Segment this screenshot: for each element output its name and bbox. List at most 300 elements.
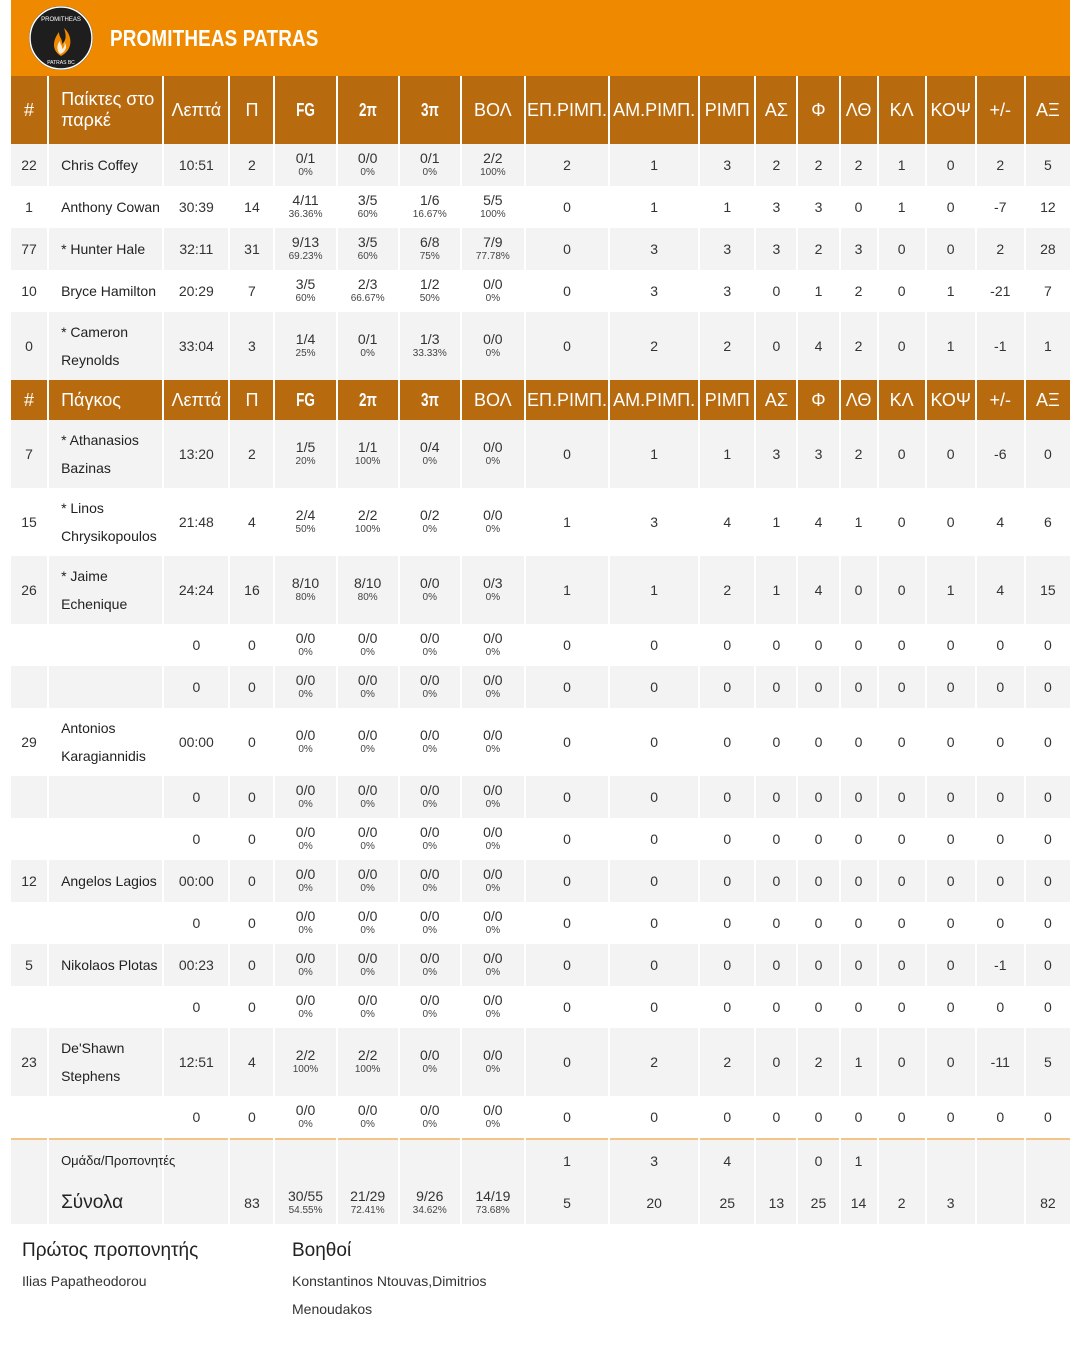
player-oreb: 0 <box>526 270 608 312</box>
player-row <box>11 944 1070 986</box>
shot-made-attempted: 9/13 <box>291 233 320 250</box>
player-efficiency: 5 <box>1026 144 1070 186</box>
totals-blk: 3 <box>927 1182 975 1224</box>
column-header: ΑΣ <box>756 76 796 144</box>
shot-percentage: 60% <box>295 292 316 304</box>
player-turnovers: 0 <box>841 1096 877 1138</box>
player-3p <box>400 708 460 776</box>
head-coach-name: Ilias Papatheodorou <box>22 1273 147 1289</box>
player-turnovers: 1 <box>841 1028 877 1096</box>
shot-percentage: 0% <box>360 882 375 894</box>
player-ast: 3 <box>756 420 796 488</box>
player-blocks: 0 <box>927 1096 975 1138</box>
player-name[interactable]: Antonios Karagiannidis <box>49 708 162 776</box>
player-efficiency: 28 <box>1026 228 1070 270</box>
player-turnovers: 0 <box>841 944 877 986</box>
player-ft <box>462 270 524 312</box>
player-name[interactable]: * Linos Chrysikopoulos <box>49 488 162 556</box>
shot-made-attempted: 0/0 <box>295 949 316 966</box>
player-row <box>11 776 1070 818</box>
shot-percentage: 0% <box>422 523 437 535</box>
player-oreb: 0 <box>526 312 608 380</box>
bench-body <box>11 420 1070 1138</box>
player-reb: 1 <box>700 186 754 228</box>
player-ft <box>462 228 524 270</box>
player-number <box>11 776 47 818</box>
shot-made-attempted: 5/5 <box>483 191 503 208</box>
player-points: 4 <box>230 488 273 556</box>
shot-percentage: 0% <box>360 798 375 810</box>
player-2p <box>338 228 398 270</box>
shot-percentage: 0% <box>298 1118 313 1130</box>
player-blocks: 0 <box>927 986 975 1028</box>
shot-percentage: 0% <box>360 688 375 700</box>
player-3p <box>400 556 460 624</box>
player-minutes: 21:48 <box>164 488 228 556</box>
shot-percentage: 33.33% <box>412 347 447 359</box>
shot-made-attempted: 0/0 <box>295 726 316 743</box>
column-header <box>275 76 335 144</box>
player-name[interactable] <box>49 818 162 860</box>
shot-percentage: 60% <box>357 250 378 262</box>
shot-made-attempted: 0/0 <box>295 907 316 924</box>
player-2p <box>338 144 398 186</box>
shot-percentage: 100% <box>354 1063 381 1075</box>
player-dreb: 1 <box>610 186 698 228</box>
player-ft <box>462 556 524 624</box>
player-minutes: 0 <box>164 902 228 944</box>
player-oreb: 0 <box>526 228 608 270</box>
player-dreb: 0 <box>610 860 698 902</box>
player-3p <box>400 818 460 860</box>
column-header-label: 2π <box>358 99 377 120</box>
player-blocks: 0 <box>927 186 975 228</box>
shot-percentage: 66.67% <box>350 292 385 304</box>
player-name[interactable]: Nikolaos Plotas <box>49 944 162 986</box>
player-name[interactable] <box>49 986 162 1028</box>
shot-percentage: 0% <box>485 924 501 936</box>
player-steals: 0 <box>879 902 925 944</box>
player-efficiency: 0 <box>1026 420 1070 488</box>
player-row <box>11 860 1070 902</box>
column-header: # <box>11 76 47 144</box>
player-efficiency: 0 <box>1026 818 1070 860</box>
player-blocks: 0 <box>927 776 975 818</box>
player-efficiency: 5 <box>1026 1028 1070 1096</box>
player-name[interactable]: Chris Coffey <box>49 144 162 186</box>
column-header-label: 3π <box>420 99 439 120</box>
player-fg <box>275 944 335 986</box>
player-oreb: 0 <box>526 776 608 818</box>
player-oreb: 0 <box>526 986 608 1028</box>
player-fouls: 2 <box>798 1028 838 1096</box>
player-2p <box>338 556 398 624</box>
player-ft <box>462 312 524 380</box>
player-efficiency: 15 <box>1026 556 1070 624</box>
player-3p <box>400 1096 460 1138</box>
player-name[interactable] <box>49 1096 162 1138</box>
column-header <box>400 76 460 144</box>
shot-made-attempted: 0/0 <box>420 949 440 966</box>
player-plus-minus: -6 <box>977 420 1024 488</box>
player-name[interactable] <box>49 902 162 944</box>
player-name[interactable]: * Athanasios Bazinas <box>49 420 162 488</box>
player-3p <box>400 860 460 902</box>
player-name[interactable] <box>49 624 162 666</box>
logo-text-bottom: PATRAS BC <box>47 60 75 66</box>
shot-made-attempted: 0/0 <box>420 823 440 840</box>
shot-made-attempted: 0/0 <box>483 991 503 1008</box>
shot-percentage: 0% <box>422 743 437 755</box>
player-minutes: 10:51 <box>164 144 228 186</box>
column-header: ΕΠ.ΡΙΜΠ. <box>526 76 608 144</box>
player-oreb: 0 <box>526 944 608 986</box>
player-blocks: 1 <box>927 556 975 624</box>
shot-made-attempted: 0/3 <box>483 574 503 591</box>
column-header: ΑΣ <box>756 380 796 420</box>
player-plus-minus: -7 <box>977 186 1024 228</box>
shot-percentage: 75% <box>419 250 440 262</box>
player-name[interactable]: * Cameron Reynolds <box>49 312 162 380</box>
player-turnovers: 0 <box>841 818 877 860</box>
shot-made-attempted: 0/0 <box>420 907 440 924</box>
column-header: ΑΜ.ΡΙΜΠ. <box>610 76 698 144</box>
shot-percentage: 0% <box>298 924 313 936</box>
shot-made-attempted: 0/0 <box>483 726 503 743</box>
shot-percentage: 0% <box>360 840 375 852</box>
player-ft <box>462 708 524 776</box>
player-reb: 1 <box>700 420 754 488</box>
player-name[interactable]: De'Shawn Stephens <box>49 1028 162 1096</box>
player-points: 3 <box>230 312 273 380</box>
column-header: ΑΜ.ΡΙΜΠ. <box>610 380 698 420</box>
shot-made-attempted: 0/0 <box>483 330 503 347</box>
player-minutes: 0 <box>164 818 228 860</box>
player-oreb: 0 <box>526 666 608 708</box>
player-turnovers: 2 <box>841 420 877 488</box>
player-ast: 3 <box>756 186 796 228</box>
player-points: 0 <box>230 708 273 776</box>
totals-2p: 21/29 72.41% <box>338 1182 398 1224</box>
player-efficiency: 12 <box>1026 186 1070 228</box>
player-points: 2 <box>230 144 273 186</box>
shot-made-attempted: 3/5 <box>357 191 378 208</box>
shot-percentage: 0% <box>298 840 313 852</box>
column-header: ΒΟΛ <box>462 76 524 144</box>
player-plus-minus: 4 <box>977 556 1024 624</box>
shot-made-attempted: 0/0 <box>357 949 378 966</box>
player-ast: 0 <box>756 944 796 986</box>
player-steals: 0 <box>879 708 925 776</box>
shot-made-attempted: 0/0 <box>483 1101 503 1118</box>
player-3p <box>400 228 460 270</box>
player-fg <box>275 144 335 186</box>
shot-percentage: 0% <box>360 1008 375 1020</box>
player-dreb: 0 <box>610 902 698 944</box>
shot-percentage: 0% <box>422 798 437 810</box>
shot-made-attempted: 0/0 <box>483 1046 503 1063</box>
player-efficiency: 0 <box>1026 902 1070 944</box>
shot-made-attempted: 0/0 <box>483 907 503 924</box>
player-fg <box>275 902 335 944</box>
player-name[interactable]: * Jaime Echenique <box>49 556 162 624</box>
shot-percentage: 100% <box>292 1063 319 1075</box>
column-header: ΑΞ <box>1026 380 1070 420</box>
shot-made-attempted: 1/2 <box>420 275 440 292</box>
player-2p <box>338 902 398 944</box>
player-name[interactable]: Bryce Hamilton <box>49 270 162 312</box>
player-row <box>11 270 1070 312</box>
shot-percentage: 80% <box>357 591 378 603</box>
shot-percentage: 0% <box>422 688 437 700</box>
player-3p <box>400 144 460 186</box>
player-fouls: 2 <box>798 228 838 270</box>
player-ast: 0 <box>756 860 796 902</box>
assistant-coaches-line2: Menoudakos <box>292 1301 373 1317</box>
player-dreb: 0 <box>610 818 698 860</box>
player-dreb: 3 <box>610 228 698 270</box>
shot-made-attempted: 0/0 <box>420 781 440 798</box>
player-fg <box>275 860 335 902</box>
player-2p <box>338 666 398 708</box>
player-steals: 1 <box>879 144 925 186</box>
player-steals: 0 <box>879 556 925 624</box>
player-turnovers: 1 <box>841 488 877 556</box>
totals-pf: 25 <box>798 1182 838 1224</box>
player-blocks: 0 <box>927 944 975 986</box>
player-minutes: 32:11 <box>164 228 228 270</box>
column-header: ΡΙΜΠ <box>700 380 754 420</box>
player-row <box>11 144 1070 186</box>
player-3p <box>400 312 460 380</box>
player-name[interactable] <box>49 776 162 818</box>
assistant-coaches-title: Βοηθοί <box>292 1240 352 1261</box>
player-fg <box>275 420 335 488</box>
player-fouls: 3 <box>798 420 838 488</box>
shot-percentage: 0% <box>360 1118 375 1130</box>
shot-made-attempted: 0/0 <box>357 1101 378 1118</box>
player-3p <box>400 624 460 666</box>
column-header: Λεπτά <box>164 380 228 420</box>
column-header-label: 2π <box>358 389 377 410</box>
player-fouls: 0 <box>798 860 838 902</box>
player-reb: 3 <box>700 144 754 186</box>
shot-made-attempted: 0/0 <box>420 865 440 882</box>
player-row <box>11 488 1070 556</box>
shot-percentage: 0% <box>422 646 437 658</box>
shot-made-attempted: 0/1 <box>295 149 316 166</box>
shot-made-attempted: 0/0 <box>420 1101 440 1118</box>
player-fouls: 0 <box>798 708 838 776</box>
shot-percentage: 0% <box>485 591 501 603</box>
player-steals: 0 <box>879 228 925 270</box>
column-header: ΚΟΨ <box>927 380 975 420</box>
player-fouls: 0 <box>798 818 838 860</box>
player-ft <box>462 488 524 556</box>
player-3p <box>400 270 460 312</box>
starters-header-row <box>11 76 1070 144</box>
player-ast: 0 <box>756 986 796 1028</box>
shot-made-attempted: 4/11 <box>292 191 319 208</box>
shot-percentage: 0% <box>422 591 437 603</box>
player-3p <box>400 944 460 986</box>
player-plus-minus: -11 <box>977 1028 1024 1096</box>
player-row <box>11 708 1070 776</box>
column-header: +/- <box>977 380 1024 420</box>
player-3p <box>400 666 460 708</box>
player-ft <box>462 144 524 186</box>
player-2p <box>338 944 398 986</box>
player-blocks: 0 <box>927 902 975 944</box>
shot-made-attempted: 2/2 <box>357 1046 378 1063</box>
player-dreb: 0 <box>610 624 698 666</box>
player-number <box>11 1096 47 1138</box>
shot-percentage: 0% <box>360 646 375 658</box>
team-to: 1 <box>841 1138 877 1182</box>
shot-made-attempted: 0/0 <box>420 574 440 591</box>
column-header: Φ <box>798 76 838 144</box>
shot-made-attempted: 1/6 <box>420 191 440 208</box>
player-2p <box>338 624 398 666</box>
shot-made-attempted: 0/0 <box>295 1101 316 1118</box>
column-header <box>338 380 398 420</box>
shot-percentage: 0% <box>485 1063 501 1075</box>
player-ft <box>462 420 524 488</box>
player-turnovers: 2 <box>841 270 877 312</box>
totals-3p: 9/26 34.62% <box>400 1182 460 1224</box>
shot-made-attempted: 2/2 <box>483 149 503 166</box>
column-header: ΡΙΜΠ <box>700 76 754 144</box>
player-fouls: 0 <box>798 776 838 818</box>
shot-percentage: 0% <box>485 455 501 467</box>
shot-percentage: 0% <box>360 924 375 936</box>
player-fouls: 0 <box>798 944 838 986</box>
shot-percentage: 0% <box>360 743 375 755</box>
column-header: # <box>11 380 47 420</box>
shot-percentage: 36.36% <box>288 208 323 220</box>
player-blocks: 0 <box>927 708 975 776</box>
player-reb: 0 <box>700 666 754 708</box>
player-plus-minus: -21 <box>977 270 1024 312</box>
shot-made-attempted: 8/10 <box>291 574 320 591</box>
column-header: Φ <box>798 380 838 420</box>
player-fouls: 0 <box>798 902 838 944</box>
shot-made-attempted: 0/0 <box>483 438 503 455</box>
player-name[interactable]: Anthony Cowan <box>49 186 162 228</box>
player-row <box>11 420 1070 488</box>
player-blocks: 1 <box>927 270 975 312</box>
summary-body <box>11 1138 1070 1224</box>
player-fouls: 0 <box>798 666 838 708</box>
player-name[interactable] <box>49 666 162 708</box>
player-plus-minus: 0 <box>977 624 1024 666</box>
player-steals: 0 <box>879 944 925 986</box>
player-minutes: 00:00 <box>164 860 228 902</box>
player-number: 10 <box>11 270 47 312</box>
player-number <box>11 902 47 944</box>
team-name: PROMITHEAS PATRAS <box>110 24 319 51</box>
player-dreb: 1 <box>610 144 698 186</box>
shot-percentage: 69.23% <box>288 250 323 262</box>
shot-percentage: 0% <box>485 523 501 535</box>
player-ast: 3 <box>756 228 796 270</box>
shot-percentage: 0% <box>298 798 313 810</box>
shot-percentage: 0% <box>298 1008 313 1020</box>
player-ast: 0 <box>756 708 796 776</box>
player-plus-minus: 0 <box>977 986 1024 1028</box>
shot-made-attempted: 0/0 <box>420 671 440 688</box>
player-efficiency: 7 <box>1026 270 1070 312</box>
player-blocks: 0 <box>927 624 975 666</box>
player-minutes: 00:00 <box>164 708 228 776</box>
player-row <box>11 186 1070 228</box>
player-name[interactable]: Angelos Lagios <box>49 860 162 902</box>
shot-percentage: 100% <box>480 208 506 220</box>
shot-made-attempted: 0/0 <box>420 991 440 1008</box>
starters-body <box>11 144 1070 380</box>
player-number: 0 <box>11 312 47 380</box>
player-ft <box>462 1028 524 1096</box>
player-ft <box>462 902 524 944</box>
player-row <box>11 986 1070 1028</box>
team-dreb: 3 <box>610 1138 698 1182</box>
player-dreb: 1 <box>610 556 698 624</box>
player-blocks: 1 <box>927 312 975 380</box>
boxscore-table <box>9 76 1072 1224</box>
shot-made-attempted: 0/0 <box>420 726 440 743</box>
totals-ft: 14/19 73.68% <box>462 1182 524 1224</box>
player-minutes: 20:29 <box>164 270 228 312</box>
player-minutes: 24:24 <box>164 556 228 624</box>
shot-percentage: 0% <box>298 688 313 700</box>
player-ft <box>462 666 524 708</box>
player-number: 26 <box>11 556 47 624</box>
player-name[interactable]: * Hunter Hale <box>49 228 162 270</box>
shot-made-attempted: 0/0 <box>295 629 316 646</box>
player-plus-minus: 0 <box>977 776 1024 818</box>
player-oreb: 0 <box>526 420 608 488</box>
shot-made-attempted: 2/3 <box>357 275 378 292</box>
shot-made-attempted: 0/0 <box>357 907 378 924</box>
player-3p <box>400 186 460 228</box>
shot-percentage: 0% <box>422 166 437 178</box>
player-turnovers: 0 <box>841 624 877 666</box>
player-2p <box>338 860 398 902</box>
player-number: 15 <box>11 488 47 556</box>
player-reb: 0 <box>700 986 754 1028</box>
player-minutes: 12:51 <box>164 1028 228 1096</box>
player-row <box>11 228 1070 270</box>
player-steals: 0 <box>879 860 925 902</box>
shot-percentage: 0% <box>485 646 501 658</box>
shot-made-attempted: 0/0 <box>357 865 378 882</box>
boxscore-container <box>11 0 1070 1224</box>
player-efficiency: 0 <box>1026 624 1070 666</box>
team-oreb: 1 <box>526 1138 608 1182</box>
player-steals: 0 <box>879 420 925 488</box>
player-efficiency: 0 <box>1026 1096 1070 1138</box>
totals-fg: 30/55 54.55% <box>275 1182 335 1224</box>
shot-made-attempted: 0/0 <box>483 823 503 840</box>
player-steals: 0 <box>879 1096 925 1138</box>
shot-percentage: 0% <box>422 966 437 978</box>
player-oreb: 0 <box>526 818 608 860</box>
player-fouls: 2 <box>798 144 838 186</box>
player-points: 0 <box>230 902 273 944</box>
player-reb: 0 <box>700 944 754 986</box>
player-dreb: 2 <box>610 1028 698 1096</box>
player-points: 2 <box>230 420 273 488</box>
